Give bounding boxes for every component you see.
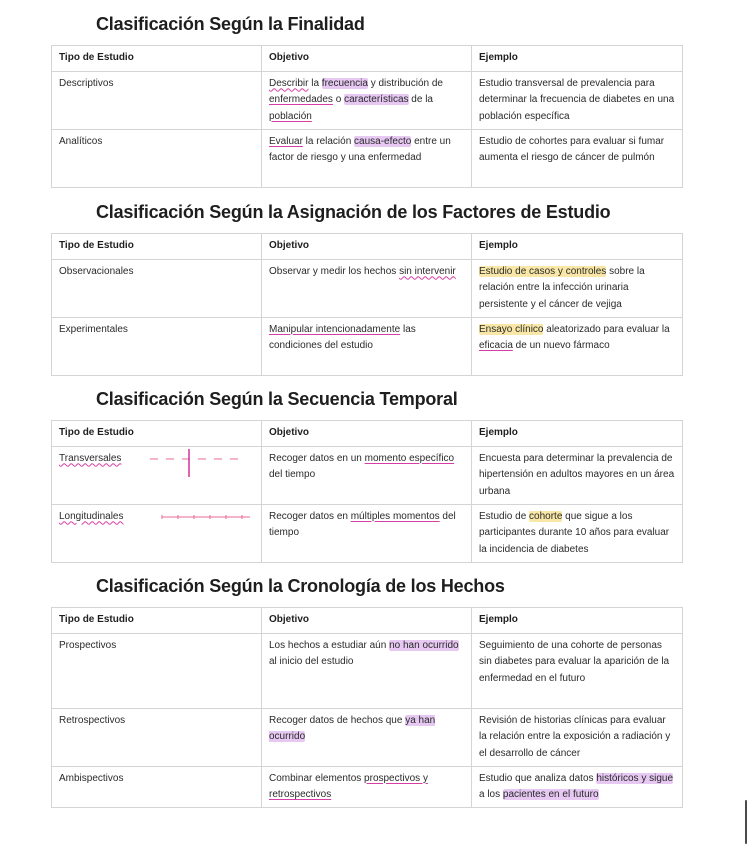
cell-ejemplo bbox=[472, 259, 683, 317]
cell-ejemplo: Estudio transversal de prevalencia para determinar la frecuencia de diabetes en una población específica bbox=[472, 71, 683, 129]
text-segment: o bbox=[332, 94, 345, 105]
cell-objetivo bbox=[262, 259, 472, 317]
cell-objetivo bbox=[262, 317, 472, 375]
text-segment: Manipular intencionadamente bbox=[269, 323, 401, 335]
header-objetivo: Objetivo bbox=[262, 46, 472, 72]
text-segment: Recoger datos de hechos que bbox=[269, 714, 406, 726]
cell-objetivo bbox=[262, 633, 472, 708]
text-segment: enfermedades bbox=[269, 94, 333, 105]
text-segment: Recoger datos en bbox=[269, 510, 351, 522]
header-ejemplo: Ejemplo bbox=[472, 46, 683, 72]
cell-tipo bbox=[52, 504, 262, 562]
cell-tipo: Descriptivos bbox=[52, 71, 262, 129]
text-segment: población bbox=[269, 110, 312, 122]
section-secuencia bbox=[51, 388, 682, 563]
header-tipo: Tipo de Estudio bbox=[52, 608, 262, 634]
table-row bbox=[52, 71, 683, 129]
cell-tipo: Ambispectivos bbox=[52, 766, 262, 807]
text-segment: sin intervenir bbox=[399, 265, 456, 277]
section-title: Clasificación Según la Secuencia Temporal bbox=[96, 389, 458, 409]
cell-objetivo bbox=[262, 446, 472, 504]
table-row bbox=[52, 708, 683, 766]
table-header-row bbox=[52, 234, 683, 260]
cell-tipo: Analíticos bbox=[52, 129, 262, 187]
text-segment: Los hechos a estudiar aún bbox=[269, 639, 390, 651]
table-row bbox=[52, 259, 683, 317]
text-segment: múltiples momentos bbox=[350, 510, 440, 522]
header-ejemplo: Ejemplo bbox=[472, 608, 683, 634]
section-title: Clasificación Según la Cronología de los Hechos bbox=[96, 576, 505, 596]
text-segment: la relación bbox=[302, 135, 355, 147]
text-segment: entre un factor de riesgo y una enfermedad bbox=[269, 135, 451, 163]
text-segment: la bbox=[308, 77, 322, 89]
cell-tipo: Prospectivos bbox=[52, 633, 262, 708]
cell-objetivo bbox=[262, 766, 472, 807]
header-tipo: Tipo de Estudio bbox=[52, 234, 262, 260]
table-header-row bbox=[52, 421, 683, 447]
text-segment: Combinar elementos bbox=[269, 772, 365, 784]
cell-ejemplo bbox=[472, 504, 683, 562]
cell-ejemplo bbox=[472, 317, 683, 375]
text-segment: aleatorizado para evaluar la bbox=[543, 323, 670, 335]
cell-tipo: Retrospectivos bbox=[52, 708, 262, 766]
header-tipo: Tipo de Estudio bbox=[52, 46, 262, 72]
header-ejemplo: Ejemplo bbox=[472, 421, 683, 447]
cell-ejemplo bbox=[472, 766, 683, 807]
study-table bbox=[51, 607, 683, 808]
highlighted-text: frecuencia bbox=[321, 77, 368, 89]
header-objetivo: Objetivo bbox=[262, 421, 472, 447]
study-table bbox=[51, 233, 683, 376]
header-objetivo: Objetivo bbox=[262, 608, 472, 634]
text-segment: sobre la relación entre la infección urinaria persistente y el cáncer de vejiga bbox=[479, 265, 645, 310]
study-table bbox=[51, 420, 683, 563]
text-segment: y distribución de bbox=[367, 77, 443, 89]
cell-ejemplo: Encuesta para determinar la prevalencia de hipertensión en adultos mayores en un área urbana bbox=[472, 446, 683, 504]
table-row bbox=[52, 504, 683, 562]
header-tipo: Tipo de Estudio bbox=[52, 421, 262, 447]
text-segment: de un nuevo fármaco bbox=[512, 340, 610, 351]
text-segment: eficacia bbox=[479, 340, 513, 351]
text-segment: que sigue a los participantes durante 10 años para evaluar la incidencia de diabetes bbox=[479, 510, 670, 555]
section-finalidad bbox=[51, 13, 682, 188]
text-segment: Longitudinales bbox=[59, 510, 124, 522]
table-header-row bbox=[52, 46, 683, 72]
header-ejemplo: Ejemplo bbox=[472, 234, 683, 260]
table-row bbox=[52, 446, 683, 504]
text-segment: Observar y medir los hechos bbox=[269, 265, 400, 277]
cell-ejemplo: Revisión de historias clínicas para evaluar la relación entre la exposición a radiación y el desarrollo de cáncer bbox=[472, 708, 683, 766]
longitudinal-timeline-icon bbox=[160, 511, 252, 523]
table-row bbox=[52, 766, 683, 807]
section-cronologia bbox=[51, 575, 682, 808]
table-row bbox=[52, 633, 683, 708]
cross-sectional-timeline-icon bbox=[148, 449, 248, 481]
text-segment: prospectivos y retrospectivos bbox=[269, 772, 428, 800]
section-title: Clasificación Según la Finalidad bbox=[96, 14, 365, 34]
highlighted-text: históricos y sigue bbox=[596, 772, 674, 784]
highlighted-text: no han ocurrido bbox=[389, 639, 459, 651]
text-segment: Estudio de bbox=[479, 510, 530, 522]
text-segment: de la bbox=[408, 94, 433, 105]
study-table bbox=[51, 45, 683, 188]
cell-tipo bbox=[52, 446, 262, 504]
table-row bbox=[52, 317, 683, 375]
section-asignacion bbox=[51, 201, 682, 376]
cell-ejemplo: Estudio de cohortes para evaluar si fumar aumenta el riesgo de cáncer de pulmón bbox=[472, 129, 683, 187]
text-segment: Describir bbox=[269, 77, 309, 89]
cell-objetivo bbox=[262, 708, 472, 766]
highlighted-text: ya han ocurrido bbox=[269, 714, 436, 742]
cell-tipo: Observacionales bbox=[52, 259, 262, 317]
highlighted-text: Estudio de casos y controles bbox=[479, 265, 607, 277]
cell-objetivo bbox=[262, 129, 472, 187]
cell-objetivo bbox=[262, 504, 472, 562]
text-segment: a los bbox=[479, 789, 503, 800]
text-segment: momento específico bbox=[364, 452, 455, 464]
highlighted-text: cohorte bbox=[529, 510, 563, 522]
cell-objetivo bbox=[262, 71, 472, 129]
table-header-row bbox=[52, 608, 683, 634]
text-segment: Transversales bbox=[59, 452, 122, 464]
text-segment: al inicio del estudio bbox=[269, 656, 354, 667]
text-segment: Recoger datos en un bbox=[269, 452, 365, 464]
section-title: Clasificación Según la Asignación de los Factores de Estudio bbox=[96, 202, 611, 222]
cell-ejemplo: Seguimiento de una cohorte de personas sin diabetes para evaluar la aparición de la enfermedad en el futuro bbox=[472, 633, 683, 708]
text-segment: las condiciones del estudio bbox=[269, 323, 416, 351]
table-row bbox=[52, 129, 683, 187]
header-objetivo: Objetivo bbox=[262, 234, 472, 260]
highlighted-text: Ensayo clínico bbox=[479, 323, 544, 335]
cell-tipo: Experimentales bbox=[52, 317, 262, 375]
highlighted-text: causa-efecto bbox=[354, 135, 412, 147]
highlighted-text: pacientes en el futuro bbox=[502, 789, 599, 800]
text-segment: Estudio que analiza datos bbox=[479, 772, 597, 784]
text-segment: Evaluar bbox=[269, 135, 303, 147]
highlighted-text: características bbox=[344, 94, 409, 105]
scrollbar[interactable] bbox=[745, 800, 747, 844]
text-segment: del tiempo bbox=[269, 510, 456, 538]
text-segment: del tiempo bbox=[269, 469, 316, 480]
